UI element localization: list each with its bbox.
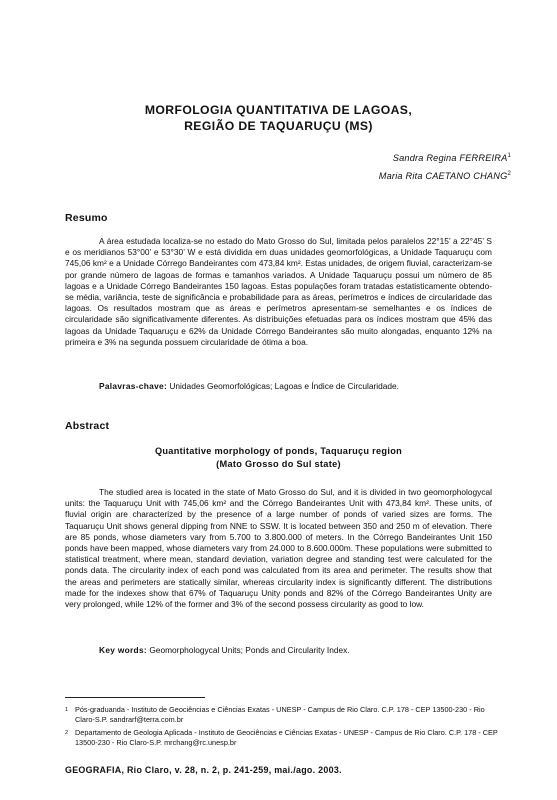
journal-citation: GEOGRAFIA, Rio Claro, v. 28, n. 2, p. 241-259, mai./ago. 2003. (65, 765, 342, 775)
resumo-keywords-text: Unidades Geomorfológicas; Lagoas e Índice de Circularidade. (169, 381, 399, 391)
resumo-body (65, 236, 492, 348)
abstract-body-text: The studied area is located in the state of Mato Grosso do Sul, and it is divided in two geomorphologycal units: the Taquaruçu Unit with 745,06 km² and the Córrego Bandeirantes Unit with 473,84 km². These units, of fluvial origin are characterized by the presence of a large number of ponds of varied sizes are forms. The Taquaruçu Unit shows general dipping from NNE to SSW. It is located between 350 and 250 m of elevation. There are 85 ponds, whose diameters vary from 5.700 to 3.800.000 of meters. In the Córrego Bandeirantes Unit 150 ponds have been mapped, whose diameters vary from 24.000 to 8.600.000m. These populations were submitted to statistical treatment, where mean, standard deviation, variation degree and standing test were calculated for the ponds data. The circularity index of each pond was calculated from its area and perimeter. The results show that the areas and perimeters are statically similar, whereas circularity index is significantly different. The distributions made for the indexes show that 67% of Taquaruçu Unity ponds and 82% of the Córrego Bandeirantes Unity are very prolonged, while 12% of the former and 3% of the second possess circularity as good to low. (65, 487, 492, 610)
author-1 (393, 153, 511, 163)
author-1-name: Sandra Regina FERREIRA (392, 153, 508, 163)
resumo-keywords (99, 381, 499, 391)
footnote-2 (65, 728, 505, 748)
footnote-2-text: Departamento de Geologia Aplicada - Instituto de Geociências e Ciências Exatas - UNESP - Campus de Rio Claro. C.P. 178 - CEP 13500-230 - Rio Claro-S.P. mrchang@rc.unesp.br (75, 728, 498, 747)
footnote-divider (65, 697, 205, 698)
author-2-name: Maria Rita CAETANO CHANG (378, 171, 508, 181)
resumo-keywords-label: Palavras-chave: (99, 381, 168, 391)
paper-title-line1: MORFOLOGIA QUANTITATIVA DE LAGOAS, (144, 103, 413, 117)
abstract-heading: Abstract (65, 420, 110, 432)
resumo-heading: Resumo (65, 212, 108, 224)
author-1-mark: 1 (507, 153, 511, 159)
paper-title-line2: REGIÃO DE TAQUARUÇU (MS) (184, 119, 373, 133)
author-2-mark: 2 (507, 171, 511, 177)
abstract-keywords-label: Key words: (99, 645, 147, 655)
abstract-keywords (99, 645, 499, 655)
resumo-body-text: A área estudada localiza-se no estado do Mato Grosso do Sul, limitada pelos paralelos 22°15’ a 22°45’ S e os meridianos 53°00’ e 53°30’ W e está dividida em duas unidades geomorfológicas, a Unidade Taquaruçu com 745,06 km² e a Unidade Córrego Bandeirantes com 473,84 km². Estas unidades, de origem fluvial, caracterizam-se por grande número de lagoas de formas e tamanhos variados. A Unidade Taquaruçu possui um número de 85 lagoas e a Unidade Córrego Bandeirantes 150 lagoas. Estas populações foram tratadas estatisticamente obtendo-se média, variância, teste de significância e probabilidade para as áreas, perímetros e índices de circularidade das lagoas. Os resultados mostram que as áreas e perímetros apresentam-se semelhantes e os índices de circularidade são significativamente diferentes. As distribuições efetuadas para os índices mostram que 45% das lagoas da Unidade Taquaruçu e 62% da Unidade Córrego Bandeirantes são muito alongadas, enquanto 12% na primeira e 3% na segunda possuem circularidade de ótima a boa. (65, 236, 492, 347)
footnote-1-text: Pós-graduanda - Instituto de Geociências e Ciências Exatas - UNESP - Campus de Rio Claro. C.P. 178 - CEP 13500-230 - Rio Claro-S.P. sandrarf@terra.com.br (75, 705, 485, 724)
abstract-subtitle-line2: (Mato Grosso do Sul state) (216, 459, 341, 469)
abstract-subtitle-line1: Quantitative morphology of ponds, Taquaruçu region (154, 446, 403, 456)
footnote-1-mark: 1 (65, 707, 69, 713)
abstract-keywords-text: Geomorphologycal Units; Ponds and Circularity Index. (149, 645, 350, 655)
footnote-1 (65, 705, 505, 725)
abstract-body (65, 487, 492, 610)
footnote-2-mark: 2 (65, 730, 69, 736)
author-2 (379, 171, 511, 181)
